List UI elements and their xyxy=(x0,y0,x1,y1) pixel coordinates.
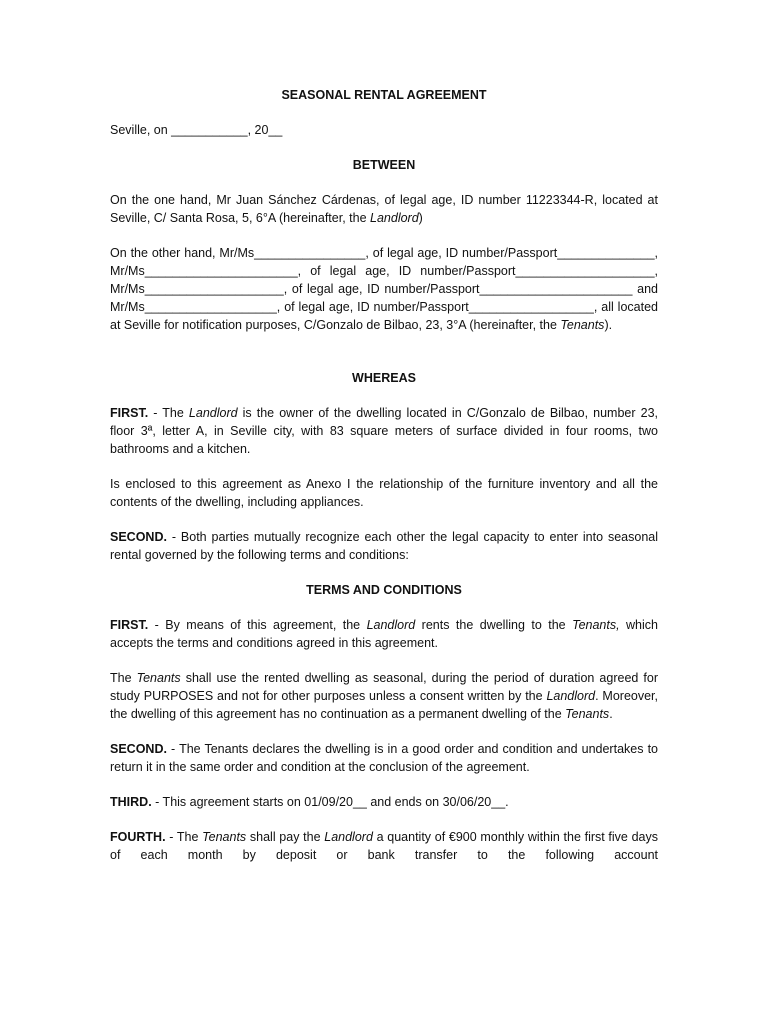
clause-term: Tenants, xyxy=(572,618,620,632)
whereas-heading: WHEREAS xyxy=(352,371,416,385)
terms-fourth-paragraph xyxy=(110,828,658,864)
clause-term: Landlord xyxy=(366,618,416,632)
clause-text: rents the dwelling to the xyxy=(415,618,573,632)
between-heading: BETWEEN xyxy=(352,158,416,172)
clause-text: . Moreover, the dwelling of this agreement has no continuation as a permanent dwelling of the xyxy=(110,689,658,721)
clause-text: - The xyxy=(148,406,189,420)
landlord-text-1: On the one hand, Mr Juan Sánchez Cárdenas, of legal age, ID number 11223344-R, located at Seville, C/ Santa Rosa, 5, 6°A (hereinafter, the xyxy=(110,193,658,225)
whereas-second-paragraph xyxy=(110,528,658,564)
tenants-text-1: On the other hand, Mr/Ms________________, of legal age, ID number/Passport______________, Mr/Ms______________________, of legal age, ID number/Passport____________________, Mr/Ms____________________, of legal age, ID number/Passport______________________ and Mr/Ms___________________, of legal age, ID number/Passport__________________, all located at Seville for notification purposes, C/Gonzalo de Bilbao, 23, 3°A (hereinafter, the xyxy=(110,246,658,332)
clause-text: . xyxy=(609,707,613,721)
clause-text: is the owner of the dwelling located in C/Gonzalo de Bilbao, number 23, floor 3ª, letter A, in Seville city, with 83 square meters of surface divided in four rooms, two bathrooms and a kitchen. xyxy=(110,406,658,456)
clause-text: shall pay the xyxy=(246,830,325,844)
tenants-text-2: ). xyxy=(604,318,613,332)
clause-text: The xyxy=(110,671,137,685)
annex-paragraph: Is enclosed to this agreement as Anexo I the relationship of the furniture inventory and all the contents of the dwelling, including appliances. xyxy=(110,477,658,509)
clause-label: THIRD. xyxy=(110,795,152,809)
clause-text: - Both parties mutually recognize each other the legal capacity to enter into seasonal rental governed by the following terms and conditions: xyxy=(110,530,658,562)
whereas-first-paragraph xyxy=(110,404,658,458)
terms-heading: TERMS AND CONDITIONS xyxy=(306,583,462,597)
clause-label: FOURTH. xyxy=(110,830,166,844)
clause-text: - The xyxy=(165,830,203,844)
clause-text: - By means of this agreement, the xyxy=(148,618,367,632)
clause-term: Landlord xyxy=(188,406,238,420)
document-title: SEASONAL RENTAL AGREEMENT xyxy=(281,88,487,102)
clause-text: - The Tenants declares the dwelling is in a good order and condition and undertakes to return it in the same order and condition at the conclusion of the agreement. xyxy=(110,742,658,774)
clause-text: shall use the rented dwelling as seasonal, during the period of duration agreed for study PURPOSES and not for other purposes unless a consent written by the xyxy=(110,671,658,703)
terms-first-paragraph xyxy=(110,616,658,652)
clause-term: Tenants xyxy=(136,671,181,685)
landlord-term: Landlord xyxy=(370,211,419,225)
clause-label: FIRST. xyxy=(110,618,149,632)
tenants-term: Tenants xyxy=(560,318,605,332)
terms-second-paragraph xyxy=(110,740,658,776)
landlord-paragraph xyxy=(110,191,658,227)
landlord-text-2: ) xyxy=(418,211,423,225)
clause-label: FIRST. xyxy=(110,406,149,420)
tenants-paragraph xyxy=(110,244,658,334)
tenants-use-paragraph xyxy=(110,669,658,723)
terms-third-paragraph xyxy=(110,793,658,811)
clause-term: Landlord xyxy=(324,830,373,844)
clause-term: Tenants xyxy=(565,707,610,721)
clause-label: SECOND. xyxy=(110,530,167,544)
clause-label: SECOND. xyxy=(110,742,167,756)
clause-text: which accepts the terms and conditions agreed in this agreement. xyxy=(110,618,658,650)
date-line: Seville, on ___________, 20__ xyxy=(110,123,283,137)
clause-text: - This agreement starts on 01/09/20__ and ends on 30/06/20__. xyxy=(151,795,509,809)
clause-text: a quantity of €900 monthly within the first five days of each month by deposit or bank transfer to the following account xyxy=(110,830,658,862)
clause-term: Tenants xyxy=(202,830,247,844)
clause-term: Landlord xyxy=(546,689,596,703)
